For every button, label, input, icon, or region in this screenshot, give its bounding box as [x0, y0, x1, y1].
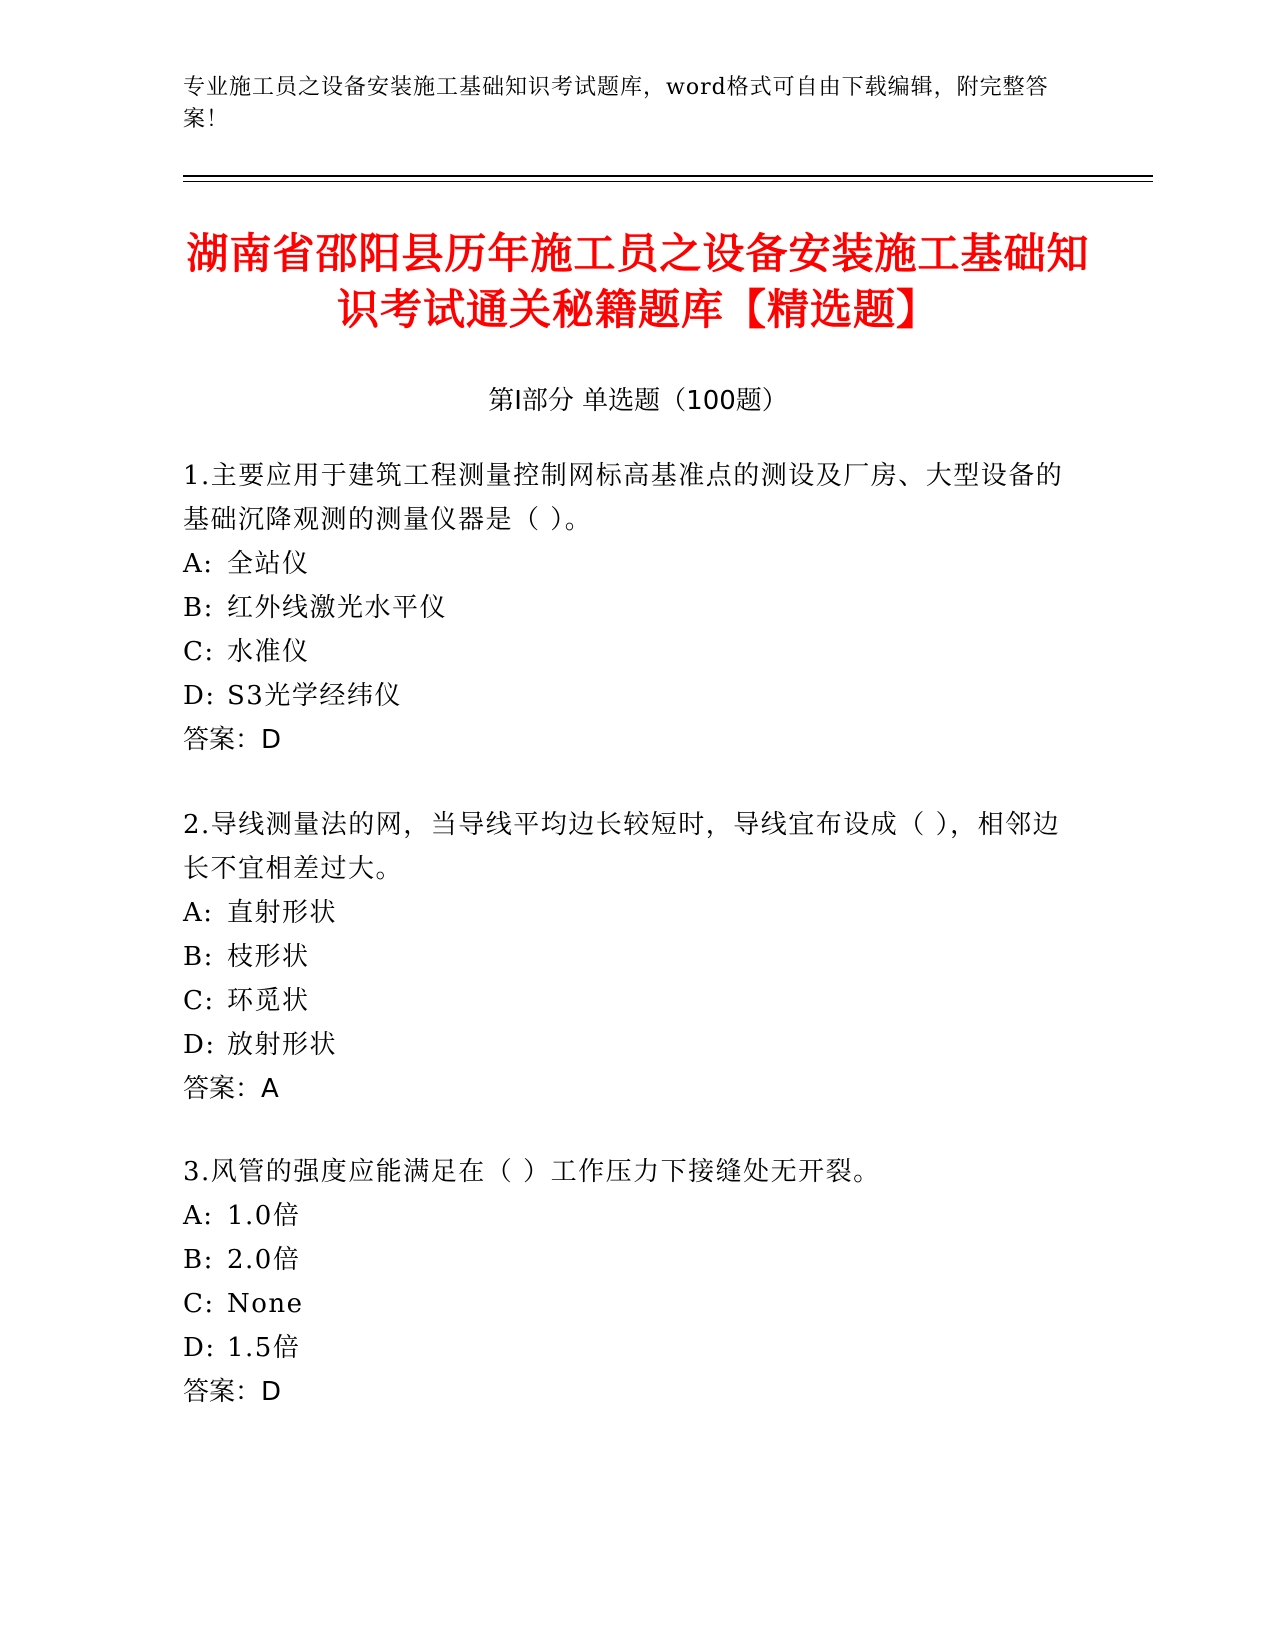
option-key: A:: [183, 549, 214, 579]
option-text: 枝形状: [227, 942, 310, 972]
question-1: [183, 454, 1073, 762]
option-c: [183, 979, 1073, 1023]
option-text: 1.5倍: [227, 1333, 301, 1363]
question-3: [183, 1150, 1073, 1414]
document-title: 湖南省邵阳县历年施工员之设备安装施工基础知识考试通关秘籍题库【精选题】: [186, 229, 1090, 334]
option-key: B:: [183, 1245, 214, 1275]
option-text: 红外线激光水平仪: [227, 593, 448, 623]
question-stem: 1.主要应用于建筑工程测量控制网标高基准点的测设及厂房、大型设备的基础沉降观测的测量仪器是（ ）。: [183, 461, 1064, 535]
option-b: [183, 1238, 1073, 1282]
option-d: [183, 1326, 1073, 1370]
option-text: None: [227, 1289, 304, 1319]
option-key: C:: [183, 1289, 215, 1319]
option-text: 直射形状: [227, 898, 338, 928]
option-a: [183, 891, 1073, 935]
option-text: 水准仪: [227, 637, 310, 667]
header-divider-thick: [183, 175, 1153, 177]
option-text: 全站仪: [227, 549, 310, 579]
option-key: C:: [183, 986, 215, 1016]
option-d: [183, 1023, 1073, 1067]
option-a: [183, 1194, 1073, 1238]
question-2: [183, 803, 1073, 1111]
section-title: 第I部分 单选题（100题）: [488, 386, 788, 416]
header-note: 专业施工员之设备安装施工基础知识考试题库，word格式可自由下载编辑，附完整答案！: [183, 75, 1049, 132]
option-key: B:: [183, 942, 214, 972]
option-key: A:: [183, 1201, 214, 1231]
answer-line: 答案：A: [183, 1074, 279, 1104]
option-key: D:: [183, 1333, 216, 1363]
option-text: 2.0倍: [227, 1245, 301, 1275]
option-b: [183, 935, 1073, 979]
option-key: A:: [183, 898, 214, 928]
answer-line: 答案：D: [183, 1377, 282, 1407]
option-c: [183, 630, 1073, 674]
answer-line: 答案：D: [183, 725, 282, 755]
question-stem: 2.导线测量法的网，当导线平均边长较短时，导线宜布设成（ ），相邻边长不宜相差过大。: [183, 810, 1061, 884]
option-text: 放射形状: [227, 1030, 338, 1060]
option-a: [183, 542, 1073, 586]
option-key: D:: [183, 1030, 216, 1060]
option-key: C:: [183, 637, 215, 667]
option-text: S3光学经纬仪: [227, 681, 402, 711]
option-key: B:: [183, 593, 214, 623]
option-text: 环觅状: [227, 986, 310, 1016]
question-stem: 3.风管的强度应能满足在（ ）工作压力下接缝处无开裂。: [183, 1157, 881, 1187]
option-c: [183, 1282, 1073, 1326]
option-key: D:: [183, 681, 216, 711]
option-text: 1.0倍: [227, 1201, 301, 1231]
option-b: [183, 586, 1073, 630]
header-divider-thin: [183, 181, 1153, 182]
option-d: [183, 674, 1073, 718]
